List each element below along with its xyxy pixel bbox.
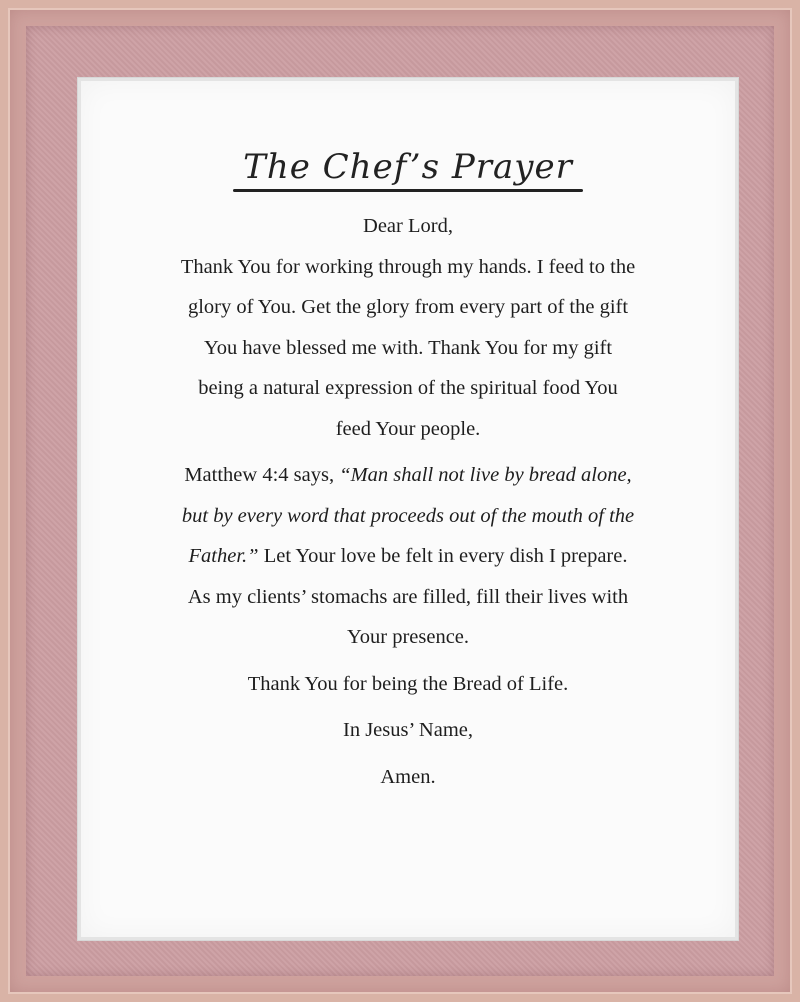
text-line: Thank You for working through my hands. I feed to the bbox=[180, 255, 636, 278]
page-title: The Chef’s Prayer bbox=[243, 147, 573, 187]
amen: Amen. bbox=[380, 765, 436, 788]
sign-off: In Jesus’ Name, bbox=[343, 719, 473, 741]
text-line: glory of You. Get the glory from every part of the gift bbox=[187, 296, 629, 318]
scripture-quote-end: Father.” bbox=[188, 545, 259, 567]
text-line: Your presence. bbox=[346, 626, 470, 648]
text-line: being a natural expression of the spiritual food You bbox=[198, 377, 618, 399]
prayer-text bbox=[81, 145, 735, 797]
scripture-quote: “Man shall not live by bread alone, bbox=[339, 464, 632, 486]
scripture-line bbox=[81, 536, 735, 577]
title-block bbox=[237, 145, 579, 192]
text-line: feed Your people. bbox=[335, 417, 481, 440]
scripture-reference: Matthew 4:4 says, bbox=[184, 464, 340, 486]
prayer-paper bbox=[78, 78, 738, 940]
salutation: Dear Lord, bbox=[363, 215, 453, 237]
scripture-quote-line: but by every word that proceeds out of the mouth of the bbox=[181, 504, 635, 527]
title-underline bbox=[233, 189, 583, 192]
text-line: As my clients’ stomachs are filled, fill their lives with bbox=[187, 585, 629, 608]
text-line: You have blessed me with. Thank You for my gift bbox=[203, 336, 613, 359]
closing-line: Thank You for being the Bread of Life. bbox=[247, 672, 569, 695]
text-fragment: Let Your love be felt in every dish I prepare. bbox=[258, 545, 628, 567]
scripture-line bbox=[81, 455, 735, 496]
